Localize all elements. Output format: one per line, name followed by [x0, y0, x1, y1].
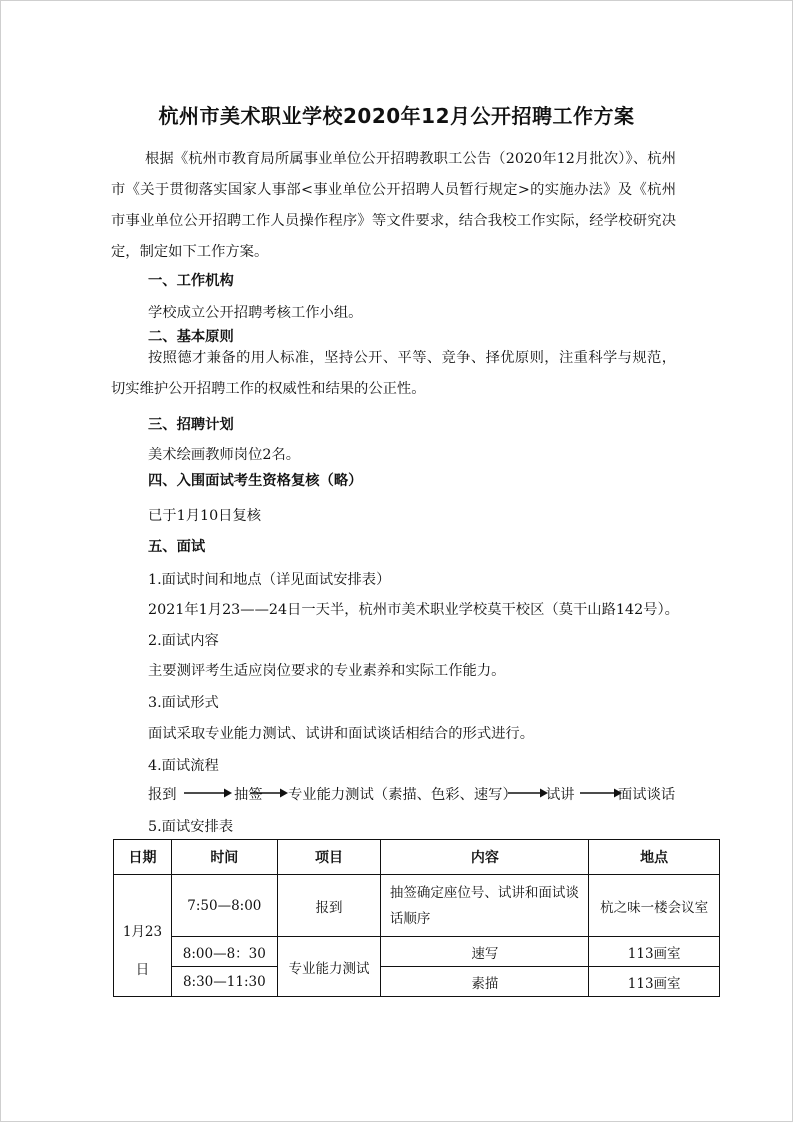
- arrow-right-icon: [508, 787, 548, 799]
- section-5-2-heading: 2.面试内容: [148, 633, 219, 649]
- date-text: 1月23日: [122, 923, 163, 978]
- flow-step-interview: 面试谈话: [618, 787, 676, 803]
- section-5-heading: 五、面试: [148, 539, 206, 555]
- table-row: [114, 967, 720, 997]
- arrow-right-icon: [250, 787, 288, 799]
- section-5-5-heading: 5.面试安排表: [148, 819, 234, 835]
- location-cell: 113画室: [589, 967, 720, 997]
- section-5-3-text: 面试采取专业能力测试、试讲和面试谈话相结合的形式进行。: [148, 726, 535, 742]
- section-3-heading: 三、招聘计划: [148, 417, 234, 433]
- header-time: 时间: [171, 840, 277, 875]
- location-cell: 113画室: [589, 937, 720, 967]
- section-5-1-text: 2021年1月23——24日一天半，杭州市美术职业学校莫干校区（莫干山路142号）。: [148, 602, 679, 618]
- item-cell: 专业能力测试: [277, 937, 381, 997]
- section-5-3-heading: 3.面试形式: [148, 695, 219, 711]
- interview-flow: [148, 784, 708, 806]
- section-5-4-heading: 4.面试流程: [148, 758, 219, 774]
- content-cell: 速写: [381, 937, 589, 967]
- header-item: 项目: [277, 840, 381, 875]
- flow-step-draw-lots: 抽签: [234, 787, 263, 803]
- section-1-heading: 一、工作机构: [148, 273, 234, 289]
- table-row: [114, 875, 720, 937]
- flow-step-skill-test: 专业能力测试（素描、色彩、速写）: [288, 787, 517, 803]
- table-row: [114, 937, 720, 967]
- section-1-text: 学校成立公开招聘考核工作小组。: [148, 305, 363, 321]
- section-5-1-heading: 1.面试时间和地点（详见面试安排表）: [148, 572, 391, 588]
- arrow-right-icon: [184, 787, 232, 799]
- section-5-2-text: 主要测评考生适应岗位要求的专业素养和实际工作能力。: [148, 663, 506, 679]
- interview-schedule-table: [113, 839, 720, 997]
- section-4-heading: 四、入围面试考生资格复核（略）: [148, 473, 363, 489]
- header-content: 内容: [381, 840, 589, 875]
- time-cell: 8:00—8：30: [171, 937, 277, 967]
- flow-step-trial-lecture: 试讲: [546, 787, 575, 803]
- time-cell: 8:30—11:30: [171, 967, 277, 997]
- section-2-heading: 二、基本原则: [148, 329, 234, 345]
- table-header-row: [114, 840, 720, 875]
- item-cell: 报到: [277, 875, 381, 937]
- location-cell: 杭之味一楼会议室: [589, 875, 720, 937]
- intro-paragraph: 根据《杭州市教育局所属事业单位公开招聘教职工公告（2020年12月批次）》、杭州市《关于贯彻落实国家人事部<事业单位公开招聘人员暂行规定>的实施办法》及《杭州市事业单位公开招聘工作人员操作程序》等文件要求，结合我校工作实际，经学校研究决定，制定如下工作方案。: [111, 151, 676, 260]
- date-cell: [114, 875, 172, 997]
- header-date: 日期: [114, 840, 172, 875]
- arrow-right-icon: [580, 787, 622, 799]
- header-location: 地点: [589, 840, 720, 875]
- document-title: 杭州市美术职业学校2020年12月公开招聘工作方案: [158, 104, 635, 128]
- content-cell: [381, 875, 589, 937]
- section-2-text: 按照德才兼备的用人标准，坚持公开、平等、竞争、择优原则，注重科学与规范，切实维护公开招聘工作的权威性和结果的公正性。: [111, 350, 676, 397]
- time-cell: 7:50—8:00: [171, 875, 277, 937]
- section-3-text: 美术绘画教师岗位2名。: [148, 447, 301, 463]
- content-cell: 素描: [381, 967, 589, 997]
- content-text: 抽签确定座位号、试讲和面试谈话顺序: [389, 884, 579, 927]
- section-4-text: 已于1月10日复核: [148, 508, 262, 524]
- flow-step-register: 报到: [148, 787, 177, 803]
